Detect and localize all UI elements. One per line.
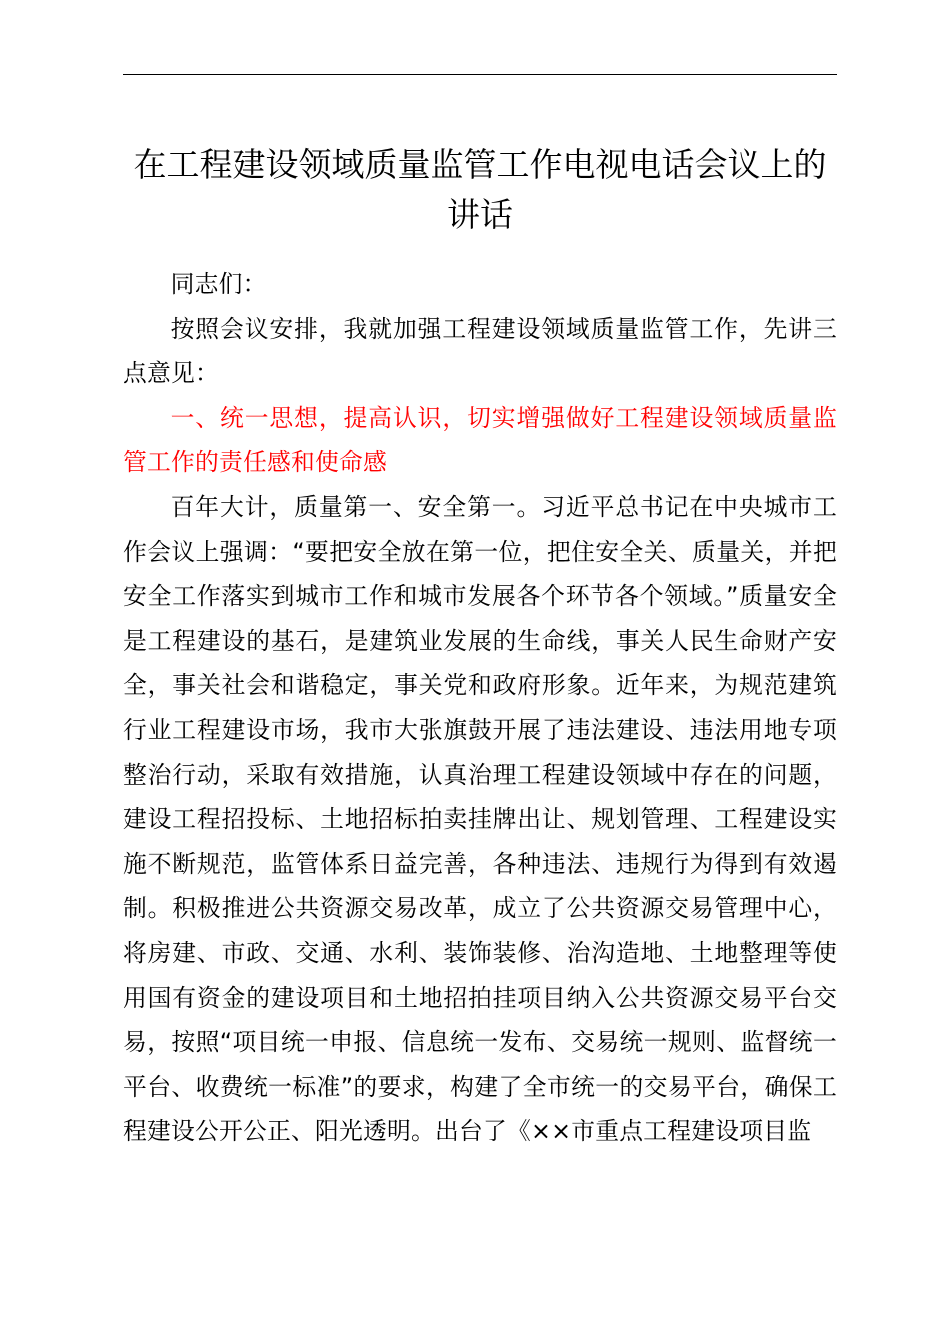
intro-paragraph: 按照会议安排，我就加强工程建设领域质量监管工作，先讲三点意见： [123,314,837,388]
section-1-heading: 一、统一思想，提高认识，切实增强做好工程建设领域质量监管工作的责任感和使命感 [123,403,837,477]
header-rule [123,74,837,75]
salutation: 同志们： [170,270,267,298]
document-title: 在工程建设领域质量监管工作电视电话会议上的讲话 [133,145,827,234]
document-body [123,262,837,1154]
body-paragraph: 百年大计，质量第一、安全第一。习近平总书记在中央城市工作会议上强调：“要把安全放在第一位，把住安全关、质量关，并把安全工作落实到城市工作和城市发展各个环节各个领域。”质量安全是工程建设的基石，是建筑业发展的生命线，事关人民生命财产安全，事关社会和谐稳定，事关党和政府形象。近年来，为规范建筑行业工程建设市场，我市大张旗鼓开展了违法建设、违法用地专项整治行动，采取有效措施，认真治理工程建设领域中存在的问题，建设工程招投标、土地招标拍卖挂牌出让、规划管理、工程建设实施不断规范，监管体系日益完善，各种违法、违规行为得到有效遏制。积极推进公共资源交易改革，成立了公共资源交易管理中心，将房建、市政、交通、水利、装饰装修、治沟造地、土地整理等使用国有资金的建设项目和土地招拍挂项目纳入公共资源交易平台交易，按照“项目统一申报、信息统一发布、交易统一规则、监督统一平台、收费统一标准”的要求，构建了全市统一的交易平台，确保工程建设公开公正、阳光透明。出台了《××市重点工程建设项目监 [123,492,837,1146]
